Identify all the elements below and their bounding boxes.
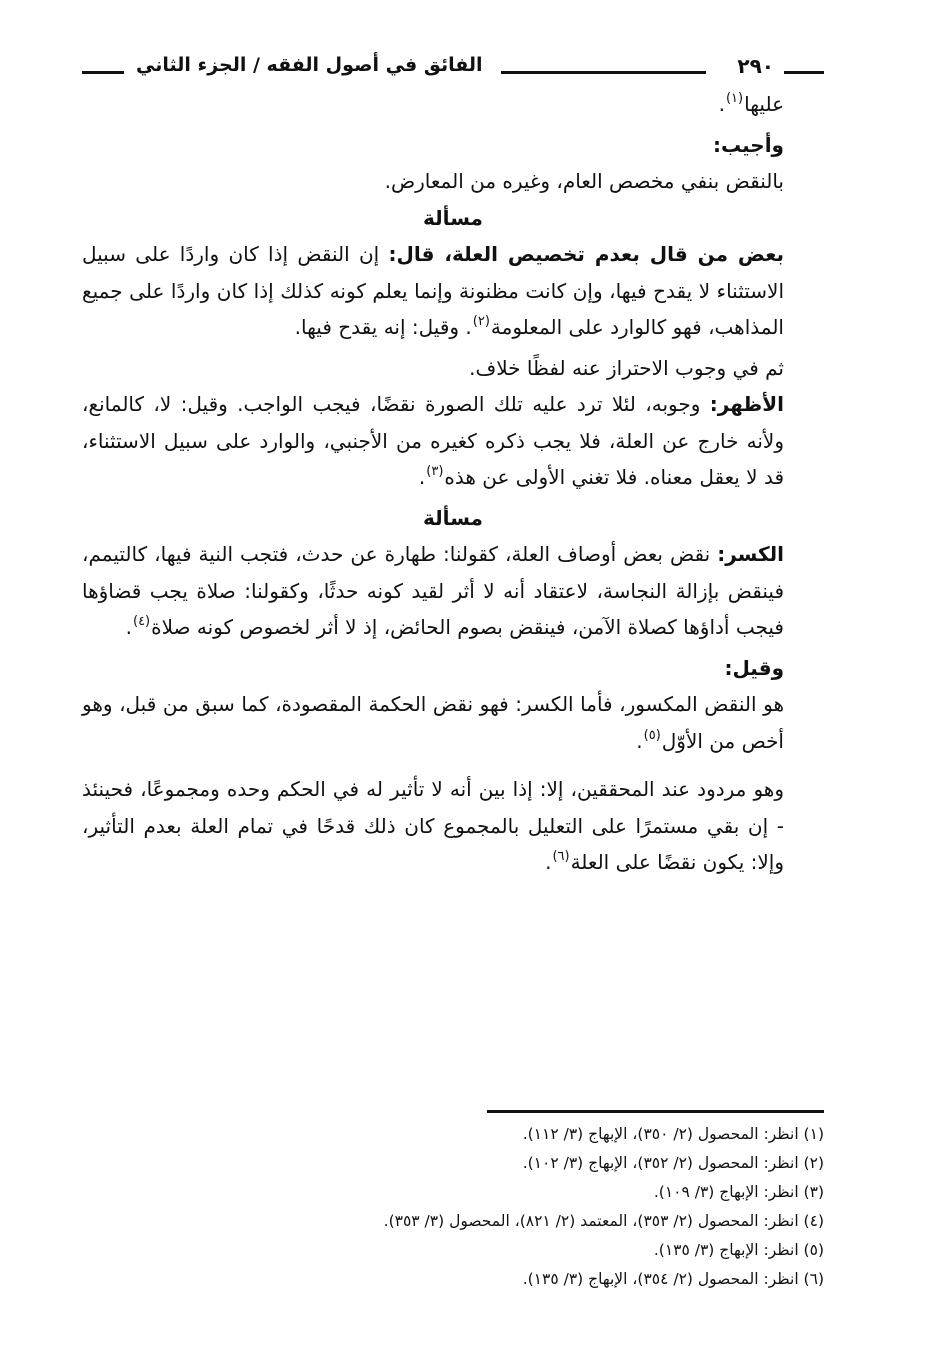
section-heading-2: مسألة xyxy=(423,505,483,530)
footnote-ref-2[interactable]: (٢) xyxy=(472,314,490,329)
running-header xyxy=(82,48,824,88)
header-rule-left xyxy=(82,71,124,74)
paragraph-9: هو النقض المكسور، فأما الكسر: فهو نقض الحكمة المقصودة، كما سبق من قبل، وهو أخص من الأوّل$^{(٥)}$. xyxy=(82,692,784,753)
section-heading-1: مسألة xyxy=(423,205,483,230)
paragraph-said-label: وقيل: xyxy=(724,655,784,680)
footnote-4: (٤) انظر: المحصول (٢/ ٣٥٣)، المعتمد (٢/ ٨٢١)، المحصول (٣/ ٣٥٣). xyxy=(383,1212,824,1230)
paragraph-10: وهو مردود عند المحققين، إلا: إذا بين أنه لا تأثير له في الحكم وحده ومجموعًا، فحينئذ - إن بقي مستمرًا على التعليل بالمجموع كان ذلك قدحًا في تمام العلة بعدم التأثير، وإلا: يكون نقضًا على العلة$^{(٦)}$. xyxy=(82,777,784,874)
footnote-separator xyxy=(487,1110,824,1113)
header-title: الفائق في أصول الفقه / الجزء الثاني xyxy=(136,54,483,76)
paragraph-answer-label: وأجيب: xyxy=(712,132,784,157)
main-text xyxy=(82,86,824,885)
footnote-ref-1[interactable]: (١) xyxy=(725,91,744,106)
page-number: ٢٩٠ xyxy=(737,54,774,78)
paragraph-7: الكسر: نقض بعض أوصاف العلة، كقولنا: طهارة عن حدث، فتجب النية فيها، كالتيمم، فينقض بإزالة النجاسة، لاعتقاد أنه لا أثر لقيد كونه حدثًا، وكقولنا: صلاة يجب قضاؤها فيجب أداؤها كصلاة الآمن، فينقض بصوم الحائض، إذ لا أثر لخصوص كونه صلاة$^{(٤)}$. xyxy=(82,542,784,639)
footnote-2: (٢) انظر: المحصول (٢/ ٣٥٢)، الإبهاج (٣/ ١٠٢). xyxy=(522,1154,824,1172)
footnote-3: (٣) انظر: الإبهاج (٣/ ١٠٩). xyxy=(653,1183,824,1201)
footnote-ref-3[interactable]: (٣) xyxy=(426,464,444,479)
footnote-5: (٥) انظر: الإبهاج (٣/ ١٣٥). xyxy=(653,1241,824,1259)
footnote-ref-5[interactable]: (٥) xyxy=(643,727,661,743)
footnotes xyxy=(144,1120,824,1294)
paragraph-6: الأظهر: وجوبه، لئلا ترد عليه تلك الصورة نقضًا، فيجب الواجب. وقيل: لا، كالمانع، ولأنه خارج عن العلة، فلا يجب ذكره كغيره من الأجنبي، والوارد على سبيل الاستثناء، قد لا يعقل معناه. فلا تغني الأولى عن هذه$^{(٣)}$. xyxy=(82,392,784,489)
paragraph-5: ثم في وجوب الاحتراز عنه لفظًا خلاف. xyxy=(469,355,784,380)
paragraph-3: بالنقض بنفي مخصص العام، وغيره من المعارض. xyxy=(384,169,784,193)
paragraph-1: عليها$^{(١)}$. xyxy=(718,91,784,116)
footnote-6: (٦) انظر: المحصول (٢/ ٣٥٤)، الإبهاج (٣/ ١٣٥). xyxy=(522,1270,824,1288)
header-rule-middle xyxy=(501,71,706,74)
footnote-1: (١) انظر: المحصول (٢/ ٣٥٠)، الإبهاج (٣/ ١١٢). xyxy=(522,1125,824,1143)
footnote-ref-4[interactable]: (٤) xyxy=(132,614,151,629)
footnote-ref-6[interactable]: (٦) xyxy=(552,849,570,864)
header-rule-right xyxy=(784,71,824,74)
paragraph-4: بعض من قال بعدم تخصيص العلة، قال: إن النقض إذا كان واردًا على سبيل الاستثناء لا يقدح فيها، وإن كانت مظنونة وإنما يعلم كونه كذلك إذا كان واردًا على جميع المذاهب، فهو كالوارد على المعلومة$^{(٢)}$. وقيل: إنه يقدح فيها. xyxy=(82,242,784,339)
